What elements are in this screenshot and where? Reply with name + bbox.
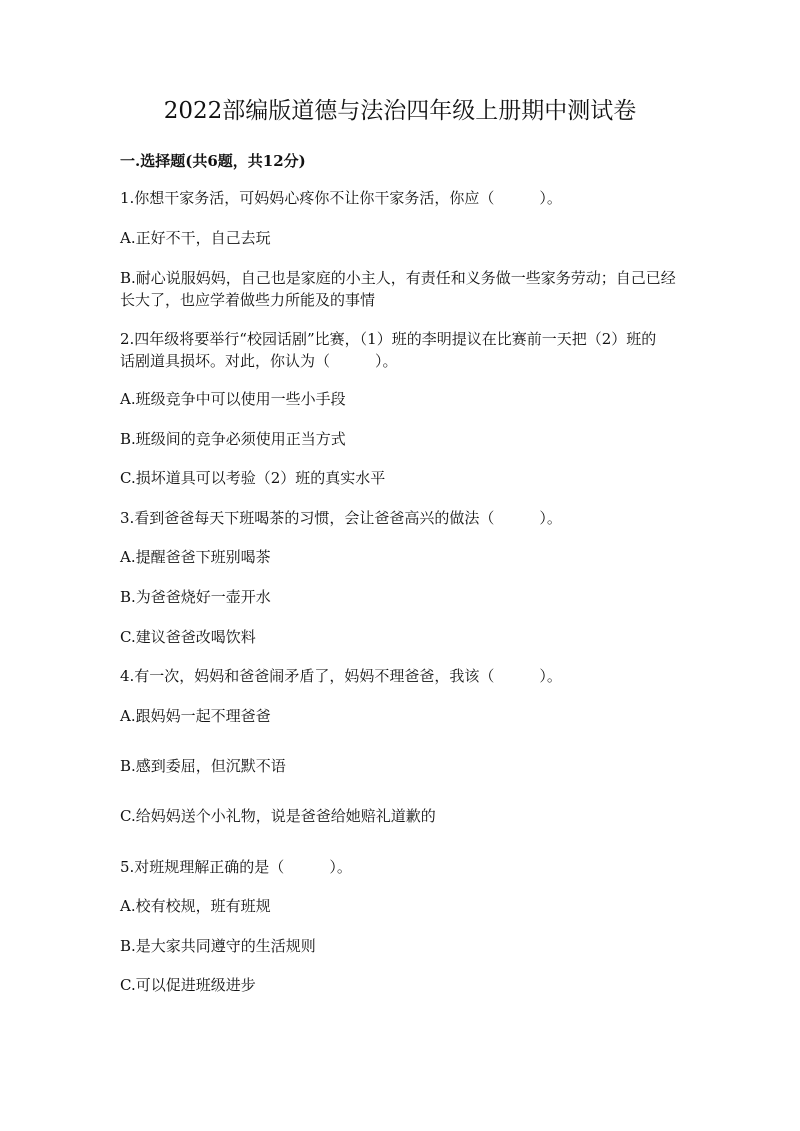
- question-4-option-c: C.给妈妈送个小礼物，说是爸爸给她赔礼道歉的: [120, 807, 436, 825]
- question-3-option-a: A.提醒爸爸下班别喝茶: [120, 548, 271, 566]
- question-1-stem: 1.你想干家务活，可妈妈心疼你不让你干家务活，你应（ ）。: [120, 189, 562, 207]
- question-2-option-a: A.班级竞争中可以使用一些小手段: [120, 390, 346, 408]
- question-2-option-b: B.班级间的竞争必须使用正当方式: [120, 430, 346, 448]
- question-5-option-c: C.可以促进班级进步: [120, 976, 256, 994]
- page-title: 2022部编版道德与法治四年级上册期中测试卷: [163, 98, 637, 124]
- question-3-option-b: B.为爸爸烧好一壶开水: [120, 588, 271, 606]
- question-5-option-b: B.是大家共同遵守的生活规则: [120, 937, 316, 955]
- question-4-stem: 4.有一次，妈妈和爸爸闹矛盾了，妈妈不理爸爸，我该（ ）。: [120, 667, 562, 685]
- question-5-stem: 5.对班规理解正确的是（ ）。: [120, 858, 352, 876]
- question-3-option-c: C.建议爸爸改喝饮料: [120, 628, 256, 646]
- question-5-option-a: A.校有校规，班有班规: [120, 897, 271, 915]
- question-1-option-a: A.正好不干，自己去玩: [120, 229, 271, 247]
- question-3-stem: 3.看到爸爸每天下班喝茶的习惯，会让爸爸高兴的做法（ ）。: [120, 509, 562, 527]
- question-2-option-c: C.损坏道具可以考验（2）班的真实水平: [120, 469, 386, 487]
- question-2-stem: 2.四年级将要举行“校园话剧”比赛，（1）班的李明提议在比赛前一天把（2）班的话剧道具损坏。对此，你认为（ ）。: [120, 330, 657, 370]
- section-heading: 一.选择题(共6题，共12分): [120, 152, 306, 170]
- question-1-option-b: B.耐心说服妈妈，自己也是家庭的小主人，有责任和义务做一些家务劳动；自己已经长大了，也应学着做些力所能及的事情: [120, 269, 676, 309]
- question-4-option-b: B.感到委屈，但沉默不语: [120, 757, 286, 775]
- question-4-option-a: A.跟妈妈一起不理爸爸: [120, 707, 271, 725]
